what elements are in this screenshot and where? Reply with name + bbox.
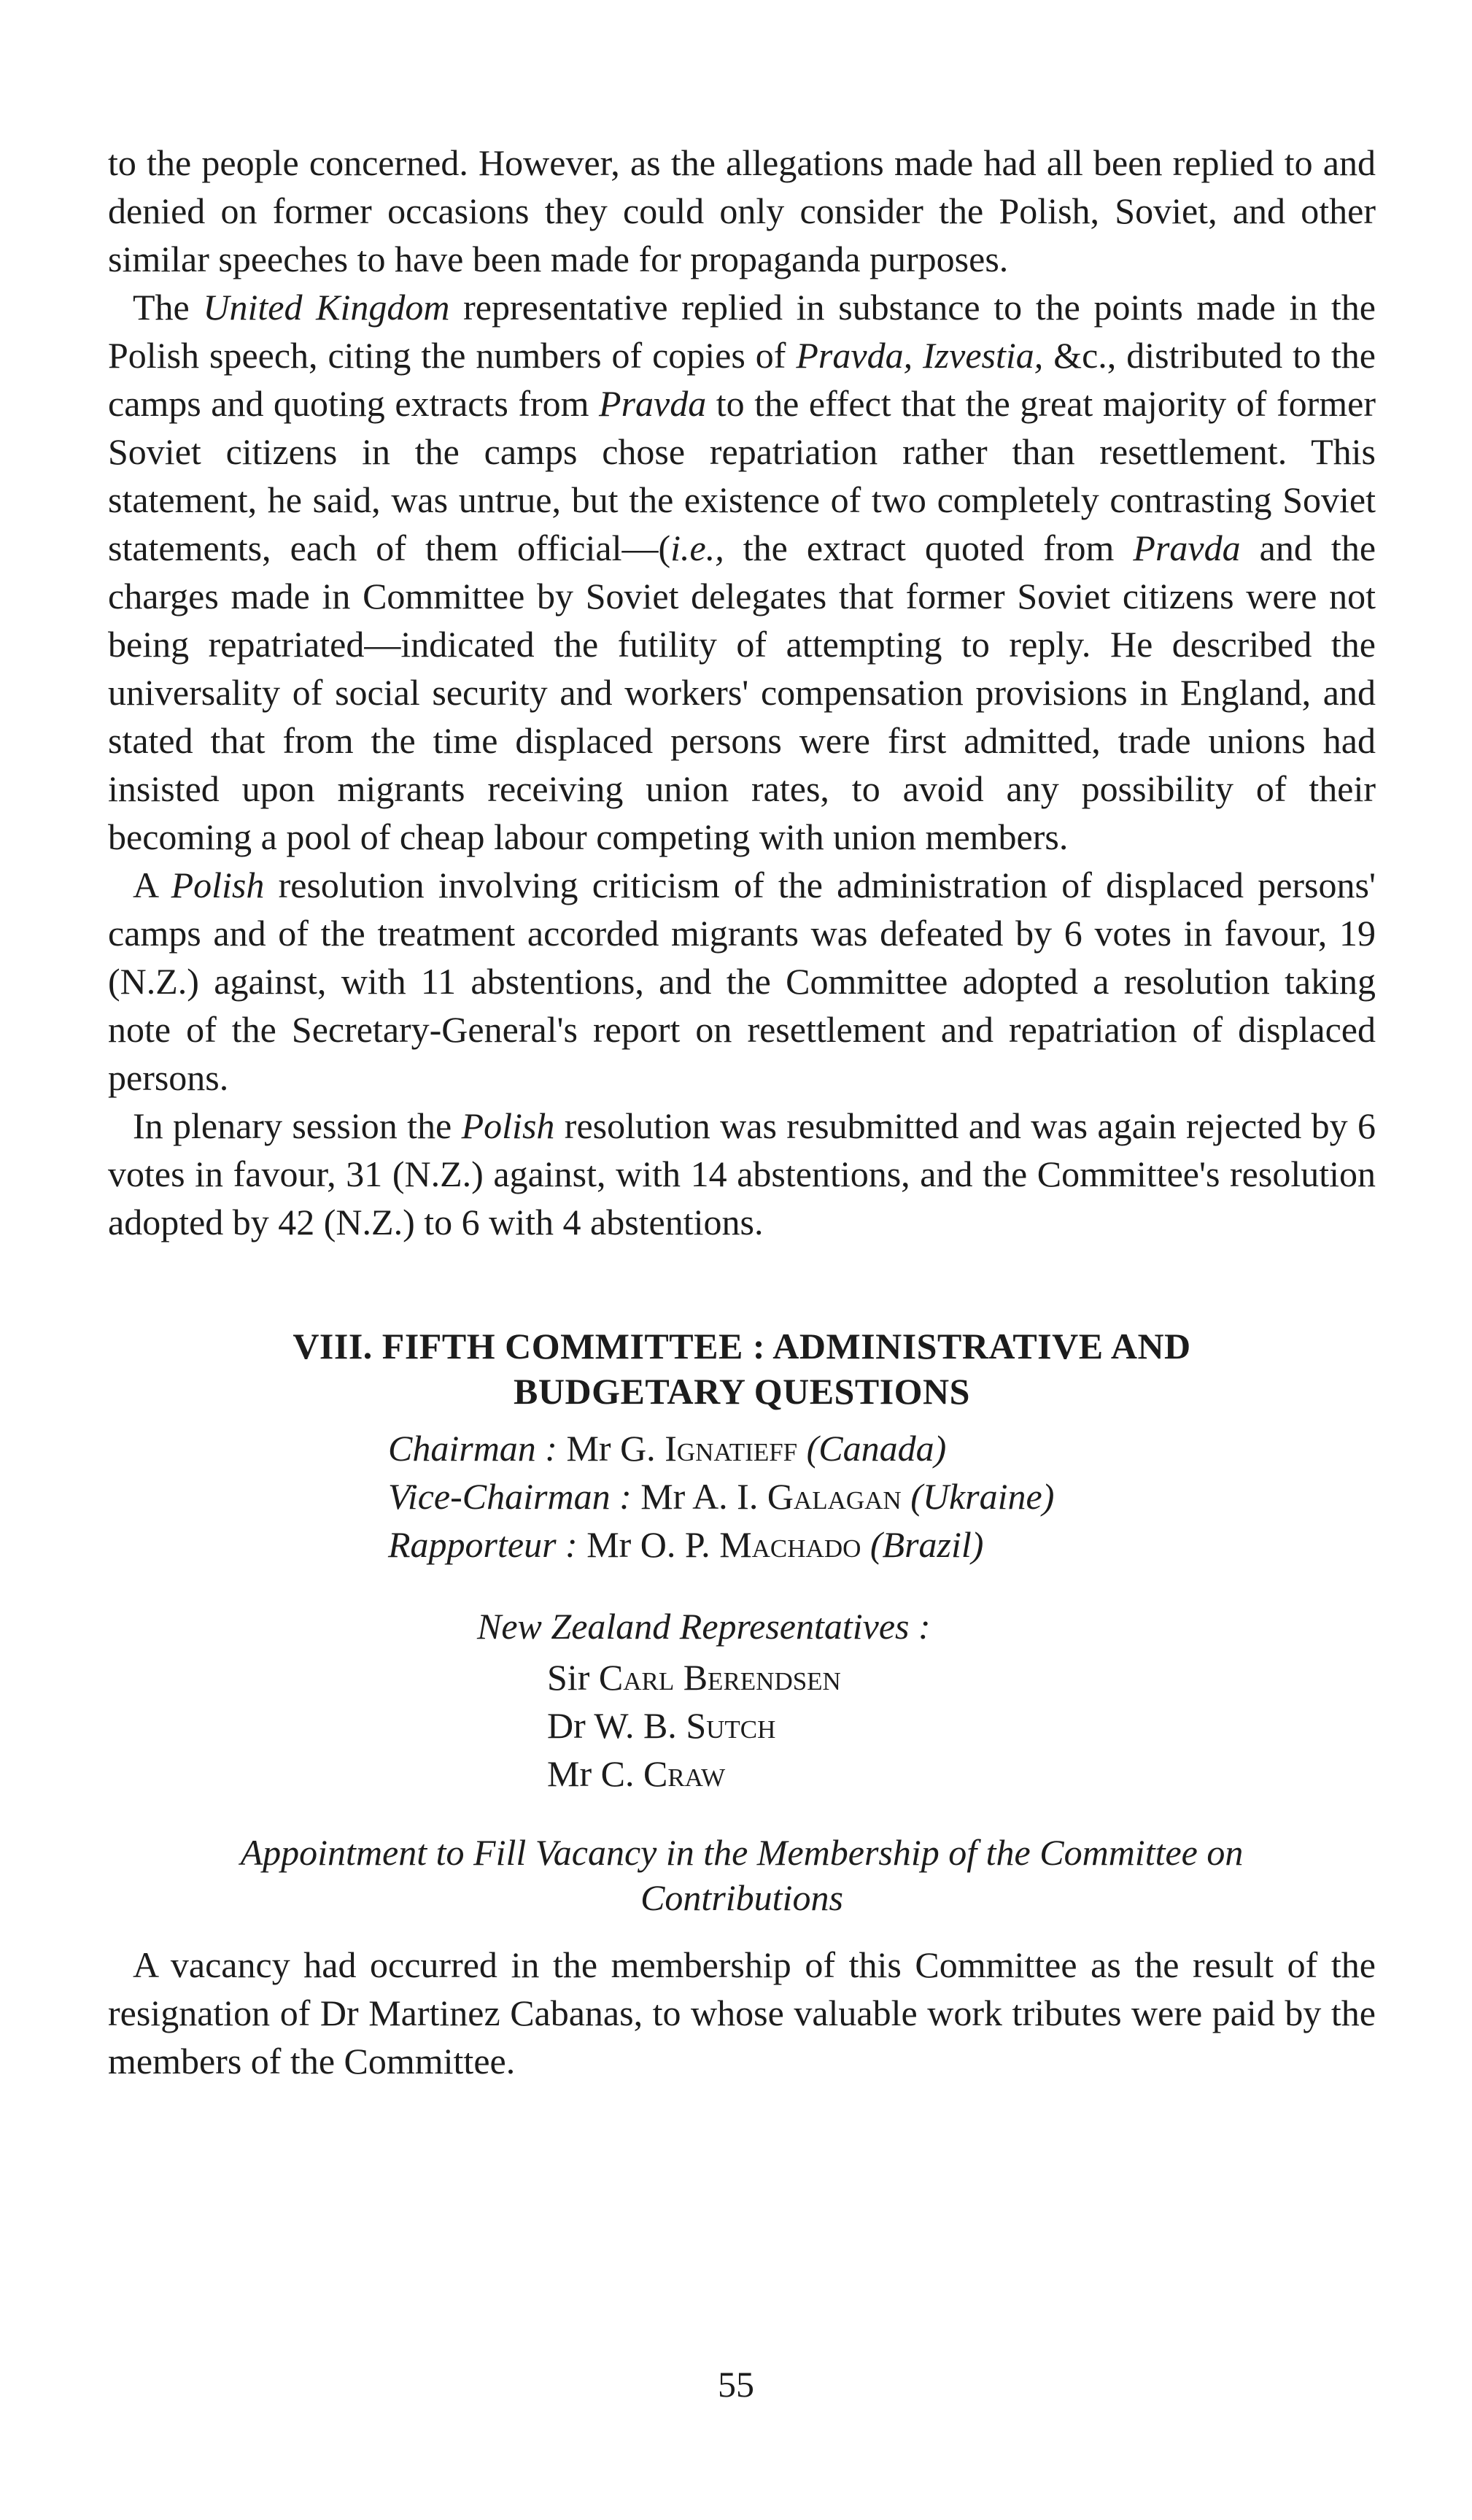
text-run: The [133,287,204,328]
committee-officers [108,1424,1376,1569]
representative-title: Dr W. B. [547,1705,677,1746]
officer-role: Vice-Chairman : [388,1476,632,1517]
representatives-title: New Zealand Representatives : [477,1606,931,1647]
representative-name: Sutch [686,1705,776,1746]
section-heading-line: BUDGETARY QUESTIONS [514,1371,970,1412]
paragraph-text: A vacancy had occurred in the membership of this Committee as the result of the resignation of Dr Martinez Cabanas, to whose valuable work tributes were paid by the members of the Committee. [108,1944,1376,2082]
text-run: the extract quoted from [724,527,1134,568]
italic-run: Pravda, Izvestia, [796,335,1044,376]
officer-country: (Ukraine) [910,1476,1055,1517]
paragraph-united-kingdom [108,283,1376,861]
italic-run: Pravda [599,383,707,424]
paragraph-plenary-session [108,1102,1376,1246]
subsection-heading-line: Appointment to Fill Vacancy in the Membership of the Committee on [240,1832,1244,1873]
representatives-list [108,1653,1376,1798]
section-heading-line: VIII. FIFTH COMMITTEE : ADMINISTRATIVE AND [293,1326,1191,1367]
representative [547,1653,1376,1701]
text-run: resolution involving criticism of the administration of displaced persons' camps and of the treatment accorded migrants was defeated by 6 votes in favour, 19 (N.Z.) against, with 11 abstentions, and the Committee adopted a resolution taking note of the Secretary-General's report on resettlement and repatriation of displaced persons. [108,865,1376,1098]
paragraph-polish-resolution [108,861,1376,1102]
officer-vice-chairman [388,1472,1376,1520]
text-run: and the charges made in Committee by Soviet delegates that former Soviet citizens were not being repatriated—indicated the futility of attempting to reply. He described the universality of social security and workers' compensation provisions in England, and stated that from the time displaced persons were first admitted, trade unions had insisted upon migrants receiving union rates, to avoid any possibility of their becoming a pool of cheap labour competing with union members. [108,527,1376,857]
officer-name: Galagan [767,1476,902,1517]
officer-chairman [388,1424,1376,1472]
officer-country: (Canada) [806,1428,947,1469]
officer-role: Chairman : [388,1428,557,1469]
officer-title: Mr G. [566,1428,656,1469]
paragraph-continuation [108,139,1376,283]
section-heading [108,1323,1376,1414]
officer-rapporteur [388,1520,1376,1569]
representative [547,1750,1376,1798]
representative-title: Sir [547,1657,590,1698]
officer-title: Mr O. P. [586,1524,710,1565]
italic-run: Polish [171,865,265,905]
officer-role: Rapporteur : [388,1524,578,1565]
officer-title: Mr A. I. [640,1476,759,1517]
text-run: In plenary session the [133,1105,462,1146]
italic-run: United Kingdom [203,287,450,328]
officer-name: Machado [719,1524,861,1565]
officer-name: Ignatieff [665,1428,798,1469]
text-run: representative replied in substance to the points made in the Polish speech, citing the numbers of copies of [108,287,1376,376]
subsection-heading-line: Contributions [640,1877,843,1918]
text-run: &c., distributed to the camps and quoting extracts from [108,335,1376,424]
text-run: to the effect that the great majority of former Soviet citizens in the camps chose repatriation rather than resettlement. This statement, he said, was untrue, but the existence of two completely contrasting Soviet statements, each of them official—( [108,383,1376,568]
representative-name: Carl Berendsen [598,1657,841,1698]
subsection-heading [108,1830,1376,1920]
italic-run: Polish [461,1105,555,1146]
paragraph-vacancy [108,1941,1376,2085]
paragraph-text: to the people concerned. However, as the allegations made had all been replied to and denied on former occasions they could only consider the Polish, Soviet, and other similar speeches to have been made for propaganda purposes. [108,142,1376,279]
page-number: 55 [718,2364,754,2405]
officer-country: (Brazil) [869,1524,984,1565]
text-run: A [133,865,171,905]
italic-run: i.e., [670,527,724,568]
document-page [108,139,1376,2085]
italic-run: Pravda [1133,527,1241,568]
representative-title: Mr C. [547,1753,635,1794]
text-run: resolution was resubmitted and was again rejected by 6 votes in favour, 31 (N.Z.) against, with 14 abstentions, and the Committee's resolution adopted by 42 (N.Z.) to 6 with 4 abstentions. [108,1105,1376,1242]
representative [547,1701,1376,1750]
section-spacer [108,1246,1376,1323]
representative-name: Craw [643,1753,726,1794]
